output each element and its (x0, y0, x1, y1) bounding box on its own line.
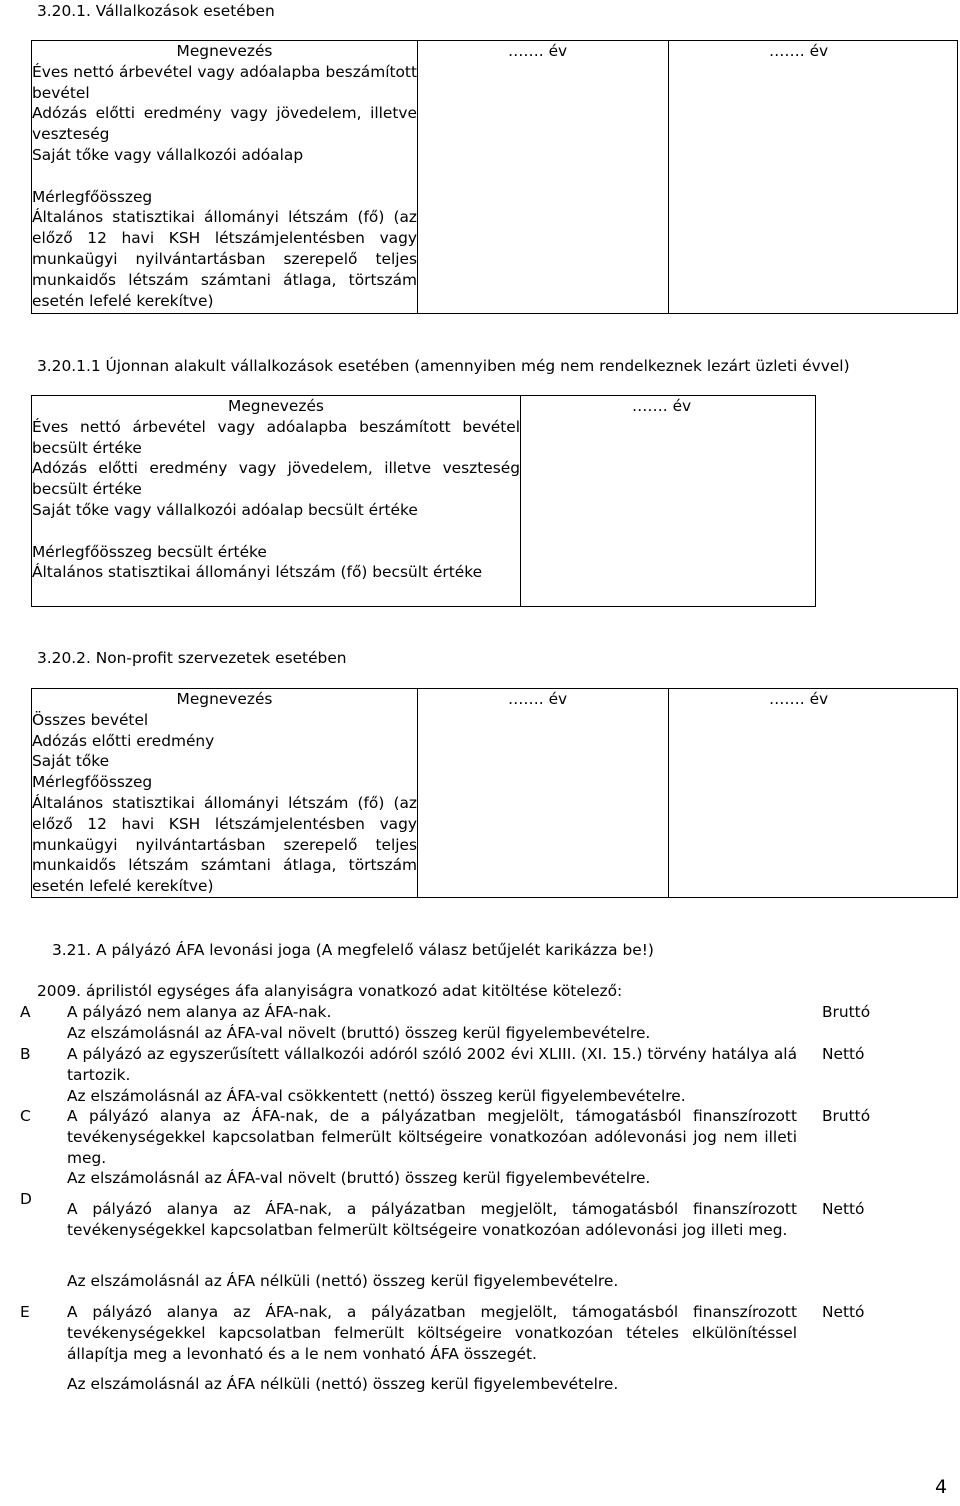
section-heading: 3.21. A pályázó ÁFA levonási joga (A megfelelő válasz betűjelét karikázza be!) (52, 941, 654, 959)
nonprofit-data-table (31, 688, 958, 898)
option-text: A pályázó nem alanya az ÁFA-nak. (67, 1003, 332, 1021)
section-heading: 3.20.1.1 Újonnan alakult vállalkozások esetében (amennyiben még nem rendelkeznek lezárt üzleti évvel) (37, 357, 850, 375)
option-letter[interactable]: E (20, 1303, 30, 1321)
new-enterprise-data-table (31, 395, 816, 607)
table-name-cell (32, 689, 418, 898)
column-header-name: Megnevezés (176, 690, 273, 708)
column-header-year: ……. év (508, 690, 568, 708)
option-letter[interactable]: B (20, 1045, 31, 1063)
column-header-year: ……. év (632, 397, 692, 415)
column-header-name: Megnevezés (228, 397, 324, 415)
option-value: Bruttó (822, 1107, 871, 1125)
year-value-cell[interactable] (669, 41, 958, 314)
option-note: Az elszámolásnál az ÁFA-val növelt (bruttó) összeg kerül figyelembevételre. (67, 1024, 651, 1042)
option-text: A pályázó alanya az ÁFA-nak, de a pályázatban megjelölt, támogatásból finanszírozott tevékenységekkel kapcsolatban felmerült költségeire vonatkozóan adólevonási jog nem illeti meg. (67, 1107, 797, 1167)
year-value-cell[interactable] (669, 689, 958, 898)
row-label: Általános statisztikai állományi létszám (fő) becsült értéke (32, 563, 483, 582)
section-heading: 3.20.2. Non-profit szervezetek esetében (37, 649, 347, 667)
option-note: Az elszámolásnál az ÁFA-val növelt (bruttó) összeg kerül figyelembevételre. (67, 1169, 651, 1187)
row-label: Mérlegfőösszeg (32, 187, 153, 206)
table-name-cell (32, 396, 521, 607)
table-name-cell (32, 41, 418, 314)
row-label: Saját tőke vagy vállalkozói adóalap becsült értéke (32, 500, 418, 519)
option-value: Bruttó (822, 1003, 871, 1021)
row-label: Adózás előtti eredmény vagy jövedelem, illetve veszteség becsült értéke (32, 459, 520, 499)
option-value: Nettó (822, 1045, 865, 1063)
option-text: A pályázó az egyszerűsített vállalkozói adóról szóló 2002 évi XLIII. (XI. 15.) törvény hatálya alá tartozik. (67, 1045, 797, 1084)
option-value: Nettó (822, 1200, 865, 1218)
option-letter[interactable]: C (20, 1107, 31, 1125)
row-label: Mérlegfőösszeg (32, 773, 153, 792)
option-value: Nettó (822, 1303, 865, 1321)
row-label: Mérlegfőösszeg becsült értéke (32, 542, 267, 561)
row-label: Éves nettó árbevétel vagy adóalapba beszámított bevétel (32, 62, 417, 102)
option-text: A pályázó alanya az ÁFA-nak, a pályázatban megjelölt, támogatásból finanszírozott tevékenységekkel kapcsolatban felmerült költségeire vonatkozóan tételes elkülönítéssel állapítja meg a levonható és a le nem vonható ÁFA összegét. (67, 1303, 797, 1363)
year-value-cell[interactable] (418, 41, 669, 314)
row-label: Saját tőke (32, 752, 110, 771)
option-note: Az elszámolásnál az ÁFA-val csökkentett (nettó) összeg kerül figyelembevételre. (67, 1087, 686, 1105)
row-label: Általános statisztikai állományi létszám (fő) (az előző 12 havi KSH létszámjelentésben vagy munkaügyi nyilvántartásban szerepelő teljes munkaidős létszám számtani átlaga, törtszám esetén lefelé kerekítve) (32, 793, 417, 896)
option-text: A pályázó alanya az ÁFA-nak, a pályázatban megjelölt, támogatásból finanszírozott tevékenységekkel kapcsolatban felmerült költségeire vonatkozóan adólevonási jog illeti meg. (67, 1200, 797, 1239)
column-header-year: ……. év (769, 42, 829, 60)
enterprise-data-table (31, 40, 958, 314)
column-header-year: ……. év (508, 42, 568, 60)
section-heading: 3.20.1. Vállalkozások esetében (37, 2, 275, 20)
option-letter[interactable]: D (20, 1190, 32, 1208)
row-label: Általános statisztikai állományi létszám (fő) (az előző 12 havi KSH létszámjelentésben vagy munkaügyi nyilvántartásban szerepelő teljes munkaidős létszám számtani átlaga, törtszám esetén lefelé kerekítve) (32, 208, 417, 310)
row-label: Összes bevétel (32, 710, 149, 729)
option-note: Az elszámolásnál az ÁFA nélküli (nettó) összeg kerül figyelembevételre. (67, 1272, 619, 1290)
row-label: Adózás előtti eredmény vagy jövedelem, illetve veszteség (32, 104, 417, 144)
column-header-name: Megnevezés (176, 42, 273, 60)
year-value-cell[interactable] (521, 396, 816, 607)
row-label: Saját tőke vagy vállalkozói adóalap (32, 145, 304, 164)
vat-intro: 2009. áprilistól egységes áfa alanyiságra vonatkozó adat kitöltése kötelező: (37, 982, 623, 1000)
option-note: Az elszámolásnál az ÁFA nélküli (nettó) összeg kerül figyelembevételre. (67, 1375, 619, 1393)
year-value-cell[interactable] (418, 689, 669, 898)
option-letter[interactable]: A (20, 1003, 31, 1021)
row-label: Adózás előtti eredmény (32, 731, 215, 750)
row-label: Éves nettó árbevétel vagy adóalapba beszámított bevétel becsült értéke (32, 417, 520, 457)
page-number: 4 (935, 1476, 948, 1498)
column-header-year: ……. év (769, 690, 829, 708)
